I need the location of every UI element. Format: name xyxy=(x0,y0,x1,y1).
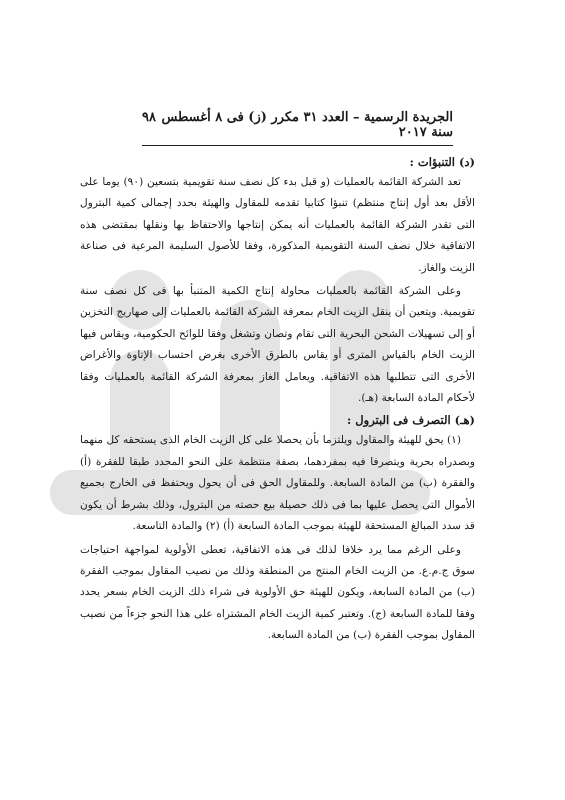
section-title-disposal: (هـ) التصرف فى البترول : xyxy=(347,413,475,428)
header-title: الجريدة الرسمية – العدد ٣١ مكرر (ز) فى ٨ أغسطس سنة ٢٠١٧ xyxy=(161,110,453,140)
paragraph-forecasts-1: تعد الشركة القائمة بالعمليات (و قبل بدء كل نصف سنة تقويمية بتسعين (٩٠) يوما على الأقل بعد أول إنتاج منتظم) تنبؤا كتابيا تقدمه للمقاول والهيئة بحدد إجمالى كمية البترول التى تقدر الشركة القائمة بالعمليات أنه يمكن إنتاجها والاحتفاظ بها ونقلها بمقتضى هذه الاتفاقية خلال نصف السنة التقويمية المذكورة، وفقا للأصول السليمة المرعية فى صناعة الزيت والغاز. xyxy=(80,176,475,274)
paragraph-forecasts-2: وعلى الشركة القائمة بالعمليات محاولة إنتاج الكمية المتنبأ بها فى كل نصف سنة تقويمية. ويتعين أن ينقل الزيت الخام بمعرفة الشركة القائمة بالعمليات إلى صهاريج التخزين أو إلى تسهيلات الشحن البحرية التى تقام وتصان وتشغل وفقا للوائح الحكومية، ويقاس فيها الزيت الخام بالقياس المترى أو يقاس بالطرق الأخرى بغرض احتساب الإتاوة والأغراض الأخرى التى تتطلبها هذه الاتفاقية. ويعامل الغاز بمعرفة الشركة القائمة بالعمليات وفقا لأحكام المادة السابعة (هـ). xyxy=(80,285,475,405)
paragraph-disposal-2: وعلى الرغم مما يرد خلافا لذلك فى هذه الاتفاقية، تعطى الأولوية لمواجهة احتياجات سوق ج.م.ع. من الزيت الخام المنتج من المنطقة وذلك من نصيب المقاول بموجب الفقرة (ب) من المادة السابعة، ويكون للهيئة حق الأولوية فى شراء ذلك الزيت الخام بسعر يحدد وفقا للمادة السابعة (ج). وتعتبر كمية الزيت الخام المشتراه على هذا النحو جزءاً من نصيب المقاول بموجب الفقرة (ب) من المادة السابعة. xyxy=(80,543,475,642)
document-body xyxy=(80,152,475,647)
page-header xyxy=(142,110,453,146)
paragraph-disposal-1: (١) يحق للهيئة والمقاول ويلتزما بأن يحصلا على كل الزيت الخام الذى يستحقه كل منهما وبصدراه بحرية ويتصرفا فيه بمفردهما، بصفة منتظمة على النحو المحدد طبقا للفقرة (أ) والفقرة (ب) من المادة السابعة. وللمقاول الحق فى أن يحول ويحتفظ فى الخارج بجميع الأموال التى يحصل عليها بما فى ذلك حصيلة بيع حصته من البترول، وذلك بشرط أن يكون قد سدد المبالغ المستحقة للهيئة بموجب المادة السابعة (أ) (٢) والمادة التاسعة. xyxy=(80,434,475,533)
page-number: ٩٨ xyxy=(142,110,156,125)
section-title-forecasts: (د) التنبؤات : xyxy=(409,155,475,169)
